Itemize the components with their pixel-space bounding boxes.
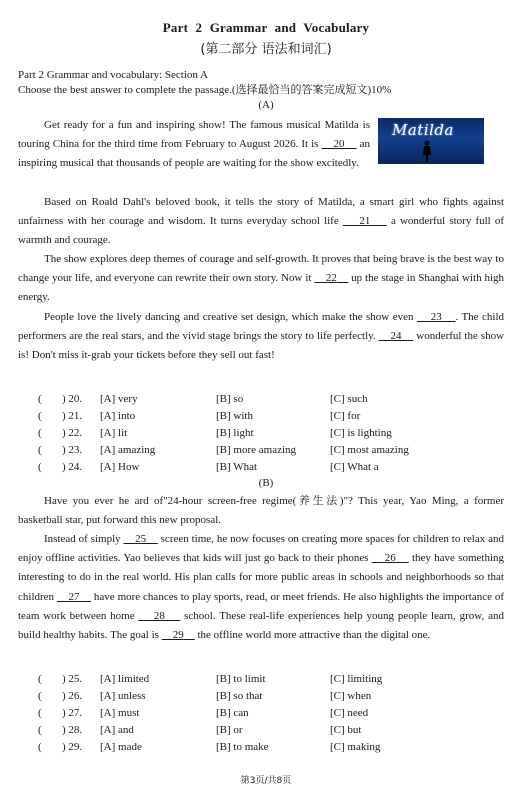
- question-row[interactable]: ( ) 24. [A] How [B] What [C] What a: [38, 461, 379, 473]
- option-c: [C] when: [330, 690, 372, 702]
- section-heading: Part 2 Grammar and vocabulary: Section A: [18, 69, 209, 81]
- passage-b-paragraph-2: Instead of simply 25 screen time, he now focuses on creating more spaces for children to relax and enjoy offline activities. Yao believes that kids will just go back to their phones 26 they have something interesting to do in the real world. His plan calls for more public areas in schools and neighborhoods so that children 27 have more chances to play sports, read, or meet friends. He also highlights the importance of team work between home 28 school. These real-life experiences help young people learn, grow, and build healthy habits. The goal is 29 the offline world more attractive than the digital one.: [18, 533, 505, 642]
- option-b: [B] more amazing: [216, 444, 297, 456]
- option-c: [C] such: [330, 393, 368, 405]
- question-row[interactable]: ( ) 25. [A] limited [B] to limit [C] limiting: [38, 673, 383, 685]
- option-b: [B] or: [216, 724, 243, 736]
- blank-26: 26: [384, 552, 396, 565]
- option-b: [B] to limit: [216, 673, 266, 685]
- blank-20: 20: [333, 138, 345, 151]
- option-c: [C] What a: [330, 461, 379, 473]
- question-row[interactable]: ( ) 26. [A] unless [B] so that [C] when: [38, 690, 372, 702]
- matilda-poster-image: [378, 118, 484, 164]
- question-row[interactable]: ( ) 22. [A] lit [B] light [C] is lighting: [38, 427, 392, 439]
- option-a: [A] amazing: [100, 444, 156, 456]
- option-b: [B] What: [216, 461, 258, 473]
- option-a: [A] into: [100, 410, 136, 422]
- passage-a-label: (A): [258, 99, 274, 111]
- option-b: [B] with: [216, 410, 253, 422]
- blank-28: 28: [153, 609, 165, 622]
- option-a: [A] lit: [100, 427, 128, 439]
- option-a: [A] unless: [100, 690, 146, 702]
- passage-a-paragraph-4: People love the lively dancing and creative set design, which make the show even 23 . The child performers are the real stars, and the vivid stage brings the story to life perfectly. 24 wonderful the show is! Don't miss it-grab your tickets before they sell out fast!: [18, 311, 505, 362]
- blank-27: 27: [68, 590, 80, 603]
- passage-a-paragraph-3: The show explores deep themes of courage and self-growth. It proves that being brave is the best way to change your life, and everyone can rewrite their own story. Now it 22 up the stage in Shanghai with high energy.: [18, 253, 505, 304]
- option-b: [B] light: [216, 427, 254, 439]
- page-number: 第3页/共8页: [240, 776, 292, 786]
- option-b: [B] so that: [216, 690, 263, 702]
- section-instruction: Choose the best answer to complete the passage.(选择最恰当的答案完成短文)10%: [18, 84, 392, 96]
- passage-a-paragraph-1: Get ready for a fun and inspiring show! The famous musical Matilda is touring China for the third time from February to August 2026. It is 20 an inspiring musical that thousands of people are waiting for the show excitedly.: [18, 119, 370, 170]
- blank-24: 24: [390, 330, 402, 343]
- blank-21: 21: [359, 215, 371, 228]
- part-subtitle: (第二部分 语法和词汇): [200, 42, 332, 57]
- option-a: [A] made: [100, 741, 142, 753]
- option-c: [C] most amazing: [330, 444, 409, 456]
- blank-23: 23: [430, 311, 442, 323]
- option-c: [C] need: [330, 707, 369, 719]
- question-row[interactable]: ( ) 23. [A] amazing [B] more amazing [C] most amazing: [38, 444, 409, 456]
- question-row[interactable]: ( ) 27. [A] must [B] can [C] need: [38, 707, 369, 719]
- option-a: [A] and: [100, 724, 134, 736]
- option-b: [B] so: [216, 393, 244, 405]
- blank-29: 29: [172, 629, 184, 642]
- option-c: [C] is lighting: [330, 427, 392, 439]
- passage-a-paragraph-2: Based on Roald Dahl's beloved book, it tells the story of Matilda, a smart girl who fights against unfairness with her courage and wisdom. It turns everyday school life 21 a wonderful story full of warmth and courage.: [18, 196, 505, 247]
- option-c: [C] for: [330, 410, 361, 422]
- question-row[interactable]: ( ) 28. [A] and [B] or [C] but: [38, 724, 362, 736]
- option-b: [B] to make: [216, 741, 269, 753]
- option-c: [C] limiting: [330, 673, 383, 685]
- option-a: [A] limited: [100, 673, 150, 685]
- option-c: [C] making: [330, 741, 381, 753]
- girl-silhouette-icon: [422, 140, 432, 162]
- question-row[interactable]: ( ) 20. [A] very [B] so [C] such: [38, 393, 368, 405]
- passage-b-label: (B): [258, 477, 274, 489]
- blank-22: 22: [325, 272, 337, 285]
- option-b: [B] can: [216, 707, 249, 719]
- option-c: [C] but: [330, 724, 362, 736]
- option-a: [A] very: [100, 393, 138, 405]
- matilda-poster-title: Matilda: [392, 121, 454, 139]
- question-row[interactable]: ( ) 29. [A] made [B] to make [C] making: [38, 741, 381, 753]
- option-a: [A] must: [100, 707, 140, 719]
- passage-b-paragraph-1: Have you ever he ard of"24-hour screen-free regime(养生法)"? This year, Yao Ming, a former basketball star, put forward this new proposal.: [18, 495, 504, 527]
- part-title: Part 2 Grammar and Vocabulary: [162, 20, 370, 35]
- option-a: [A] How: [100, 461, 140, 473]
- blank-25: 25: [135, 533, 147, 545]
- question-row[interactable]: ( ) 21. [A] into [B] with [C] for: [38, 410, 361, 422]
